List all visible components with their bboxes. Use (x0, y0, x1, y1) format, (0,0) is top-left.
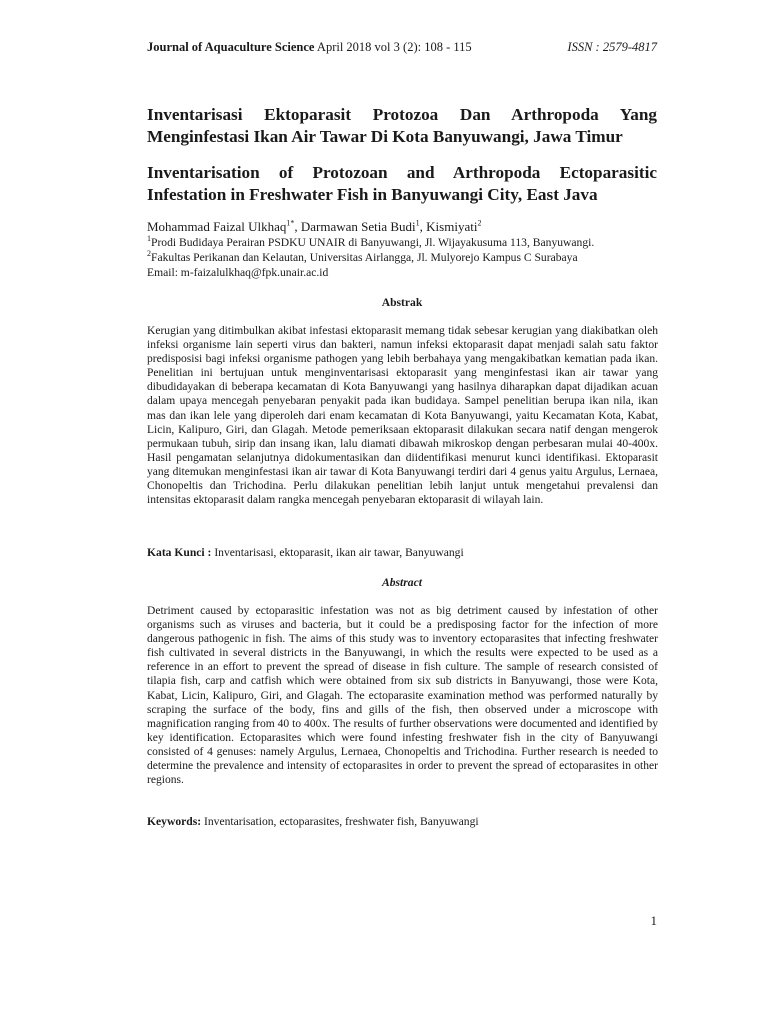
keywords-text: Inventarisation, ectoparasites, freshwater fish, Banyuwangi (201, 815, 479, 828)
issn: ISSN : 2579-4817 (567, 40, 657, 54)
affiliation-marker: 2 (147, 249, 151, 259)
abstrak-body: Kerugian yang ditimbulkan akibat infestasi ektoparasit memang tidak sebesar kerugian yang diakibatkan oleh infeksi organisme lain seperti virus dan bakteri, namun infeksi ektoparasit dapat menjadi salah satu faktor predisposisi bagi infeksi organisme pathogen yang lebih berbahaya yang mengakibatkan kematian pada ikan. Penelitian ini bertujuan untuk menginventarisasi ektoparasit yang menginfestasi ikan air tawar yang dibudidayakan di beberapa kecamatan di Kota Banyuwangi yang hasilnya diharapkan dapat dijadikan acuan dalam upaya mencegah penyebaran penyakit pada ikan budidaya. Sampel penelitian berupa ikan nila, ikan mas dan ikan lele yang diperoleh dari enam kecamatan di Kota Banyuwangi, yaitu Kecamatan Kota, Kabat, Licin, Kalipuro, Giri, dan Glagah. Metode pemeriksaan ektoparasit dilakukan secara natif dengan mengerok permukaan tubuh, sirip dan insang ikan, lalu diamati dibawah mikroskop dengan perbesaran mulai 40-400x. Hasil pengamatan selanjutnya didokumentasikan dan diidentifikasi menurut kunci identifikasi. Ektoparasit yang ditemukan menginfestasi ikan air tawar di Kota Banyuwangi terdiri dari 4 genus yaitu Argulus, Lernaea, Chonopeltis dan Trichodina. Perlu dilakukan penelitian lebih lanjut untuk mengetahui prevalensi dan intensitas ektoparasit dalam rangka mencegah penyebaran ektoparasit di wilayah lain. (147, 325, 658, 507)
title-indonesian: Inventarisasi Ektoparasit Protozoa Dan Arthropoda Yang Menginfestasi Ikan Air Tawar Di Kota Banyuwangi, Jawa Timur (147, 105, 657, 146)
affiliation-text: Prodi Budidaya Perairan PSDKU UNAIR di Banyuwangi, Jl. Wijayakusuma 113, Banyuwangi. (151, 236, 595, 249)
running-header (147, 40, 657, 55)
keywords (147, 815, 658, 829)
journal-citation (147, 40, 472, 55)
title-english: Inventarisation of Protozoan and Arthropoda Ectoparasitic Infestation in Freshwater Fish in Banyuwangi City, East Java (147, 163, 657, 204)
kata-kunci (147, 546, 658, 560)
author-marker: 1 (415, 218, 420, 228)
corresponding-email: Email: m-faizalulkhaq@fpk.unair.ac.id (147, 266, 329, 279)
journal-issue: April 2018 vol 3 (2): 108 - 115 (314, 40, 472, 54)
author-marker: 2 (477, 218, 482, 228)
abstract-heading: Abstract (382, 576, 422, 589)
author-name: , Darmawan Setia Budi (294, 219, 416, 234)
affiliation-2 (147, 251, 667, 265)
author-name: Mohammad Faizal Ulkhaq (147, 219, 287, 234)
author-name: , Kismiyati (419, 219, 478, 234)
page-number: 1 (650, 913, 657, 928)
author-list (147, 219, 667, 235)
affiliation-1 (147, 236, 667, 250)
journal-name: Journal of Aquaculture Science (147, 40, 315, 54)
affiliation-marker: 1 (147, 234, 151, 244)
affiliation-text: Fakultas Perikanan dan Kelautan, Universitas Airlangga, Jl. Mulyorejo Kampus C Surabaya (151, 251, 578, 264)
abstract-body: Detriment caused by ectoparasitic infestation was not as big detriment caused by infestation of other organisms such as viruses and bacteria, but it could be a predisposing factor for the infection of more dangerous pathogenic in fish. The aims of this study was to inventory ectoparasites that infecting freshwater fish cultivated in several districts in the Banyuwangi, in which the results were expected to be used as a reference in an effort to prevent the spread of disease in fish culture. The sample of research consisted of tilapia fish, carp and catfish which were obtained from six sub districts in Banyuwangi, those were Kota, Kabat, Licin, Kalipuro, Giri, and Glagah. The ectoparasite examination method was performed naturally by scraping the surface of the body, fins and gills of the fish, then observed under a microscope with magnification ranging from 40 to 400x. The results of further observations were documented and identified by key identification. Ectoparasites which were found infesting freshwater fish in the city of Banyuwangi consisted of 4 genuses: namely Argulus, Lernaea, Chonopeltis and Trichodina. Further research is needed to determine the prevalence and intensity of ectoparasites in order to prevent the spread of ectoparasites in other regions. (147, 605, 658, 787)
kata-kunci-label: Kata Kunci : (147, 546, 212, 559)
kata-kunci-text: Inventarisasi, ektoparasit, ikan air tawar, Banyuwangi (211, 546, 464, 559)
abstrak-heading: Abstrak (381, 296, 423, 309)
keywords-label: Keywords: (147, 815, 202, 828)
author-marker: 1* (286, 218, 295, 228)
